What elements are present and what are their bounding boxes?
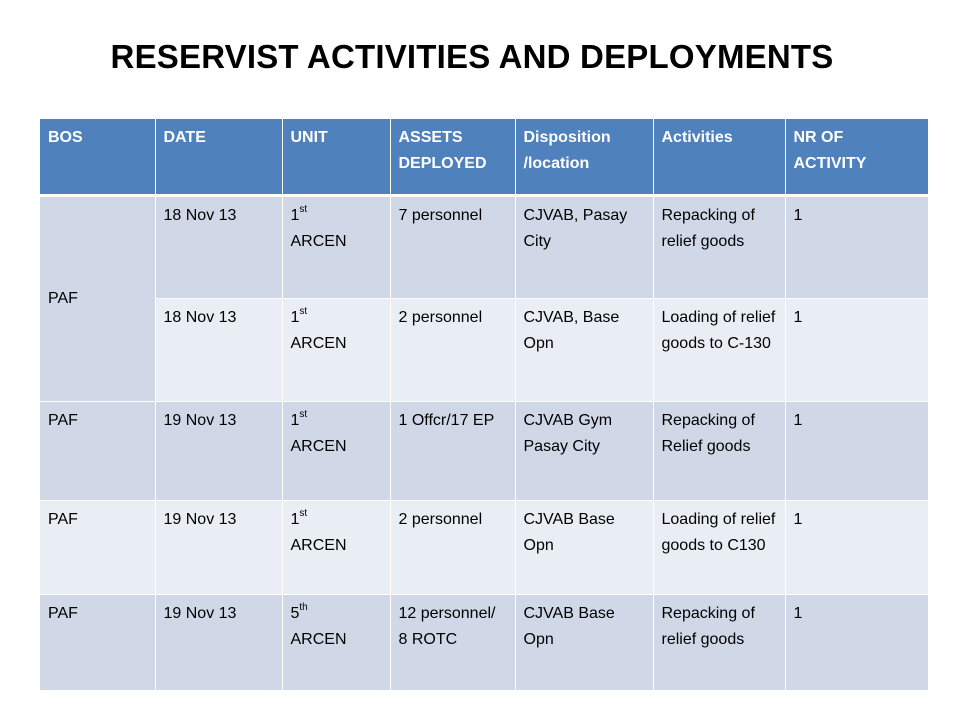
header-nr-of-activity: NR OF ACTIVITY bbox=[785, 119, 928, 195]
cell-activity: Repacking of Relief goods bbox=[653, 401, 785, 500]
header-bos: BOS bbox=[40, 119, 155, 195]
table-row bbox=[40, 401, 928, 500]
cell-unit bbox=[282, 195, 390, 298]
unit-number: 1 bbox=[290, 206, 300, 224]
unit-name: ARCEN bbox=[290, 334, 347, 352]
cell-unit bbox=[282, 500, 390, 594]
cell-unit bbox=[282, 401, 390, 500]
table-row bbox=[40, 500, 928, 594]
cell-location: CJVAB Base Opn bbox=[515, 594, 653, 690]
cell-activity: Loading of relief goods to C-130 bbox=[653, 298, 785, 401]
cell-assets: 2 personnel bbox=[390, 500, 515, 594]
cell-date: 19 Nov 13 bbox=[155, 500, 282, 594]
table-header-row bbox=[40, 119, 928, 195]
unit-ordinal: st bbox=[299, 508, 308, 520]
header-disposition-location: Disposition /location bbox=[515, 119, 653, 195]
unit-name: ARCEN bbox=[290, 437, 347, 455]
cell-location: CJVAB, Pasay City bbox=[515, 195, 653, 298]
cell-bos: PAF bbox=[40, 500, 155, 594]
unit-name: ARCEN bbox=[290, 536, 347, 554]
deployments-table bbox=[40, 119, 929, 691]
unit-name: ARCEN bbox=[290, 630, 347, 648]
cell-count: 1 bbox=[785, 195, 928, 298]
cell-date: 19 Nov 13 bbox=[155, 594, 282, 690]
cell-assets: 7 personnel bbox=[390, 195, 515, 298]
cell-date: 19 Nov 13 bbox=[155, 401, 282, 500]
cell-count: 1 bbox=[785, 500, 928, 594]
cell-date: 18 Nov 13 bbox=[155, 195, 282, 298]
header-unit: UNIT bbox=[282, 119, 390, 195]
unit-number: 5 bbox=[290, 604, 300, 622]
unit-name: ARCEN bbox=[290, 232, 347, 250]
unit-number: 1 bbox=[290, 308, 300, 326]
unit-ordinal: st bbox=[299, 409, 308, 421]
cell-count: 1 bbox=[785, 401, 928, 500]
cell-activity: Repacking of relief goods bbox=[653, 195, 785, 298]
header-date: DATE bbox=[155, 119, 282, 195]
cell-assets: 1 Offcr/17 EP bbox=[390, 401, 515, 500]
cell-count: 1 bbox=[785, 298, 928, 401]
table-row bbox=[40, 195, 928, 298]
table-row bbox=[40, 298, 928, 401]
cell-location: CJVAB Gym Pasay City bbox=[515, 401, 653, 500]
cell-activity: Repacking of relief goods bbox=[653, 594, 785, 690]
cell-assets: 12 personnel/ 8 ROTC bbox=[390, 594, 515, 690]
cell-assets: 2 personnel bbox=[390, 298, 515, 401]
cell-location: CJVAB Base Opn bbox=[515, 500, 653, 594]
cell-bos: PAF bbox=[40, 195, 155, 401]
unit-ordinal: th bbox=[299, 602, 308, 614]
unit-number: 1 bbox=[290, 510, 300, 528]
cell-bos: PAF bbox=[40, 401, 155, 500]
unit-ordinal: st bbox=[299, 306, 308, 318]
unit-ordinal: st bbox=[299, 204, 308, 216]
unit-number: 1 bbox=[290, 411, 300, 429]
cell-location: CJVAB, Base Opn bbox=[515, 298, 653, 401]
cell-date: 18 Nov 13 bbox=[155, 298, 282, 401]
cell-activity: Loading of relief goods to C130 bbox=[653, 500, 785, 594]
cell-bos: PAF bbox=[40, 594, 155, 690]
header-assets-deployed: ASSETS DEPLOYED bbox=[390, 119, 515, 195]
header-activities: Activities bbox=[653, 119, 785, 195]
page-title: RESERVIST ACTIVITIES AND DEPLOYMENTS bbox=[110, 38, 834, 75]
table-row bbox=[40, 594, 928, 690]
cell-count: 1 bbox=[785, 594, 928, 690]
cell-unit bbox=[282, 298, 390, 401]
cell-unit bbox=[282, 594, 390, 690]
